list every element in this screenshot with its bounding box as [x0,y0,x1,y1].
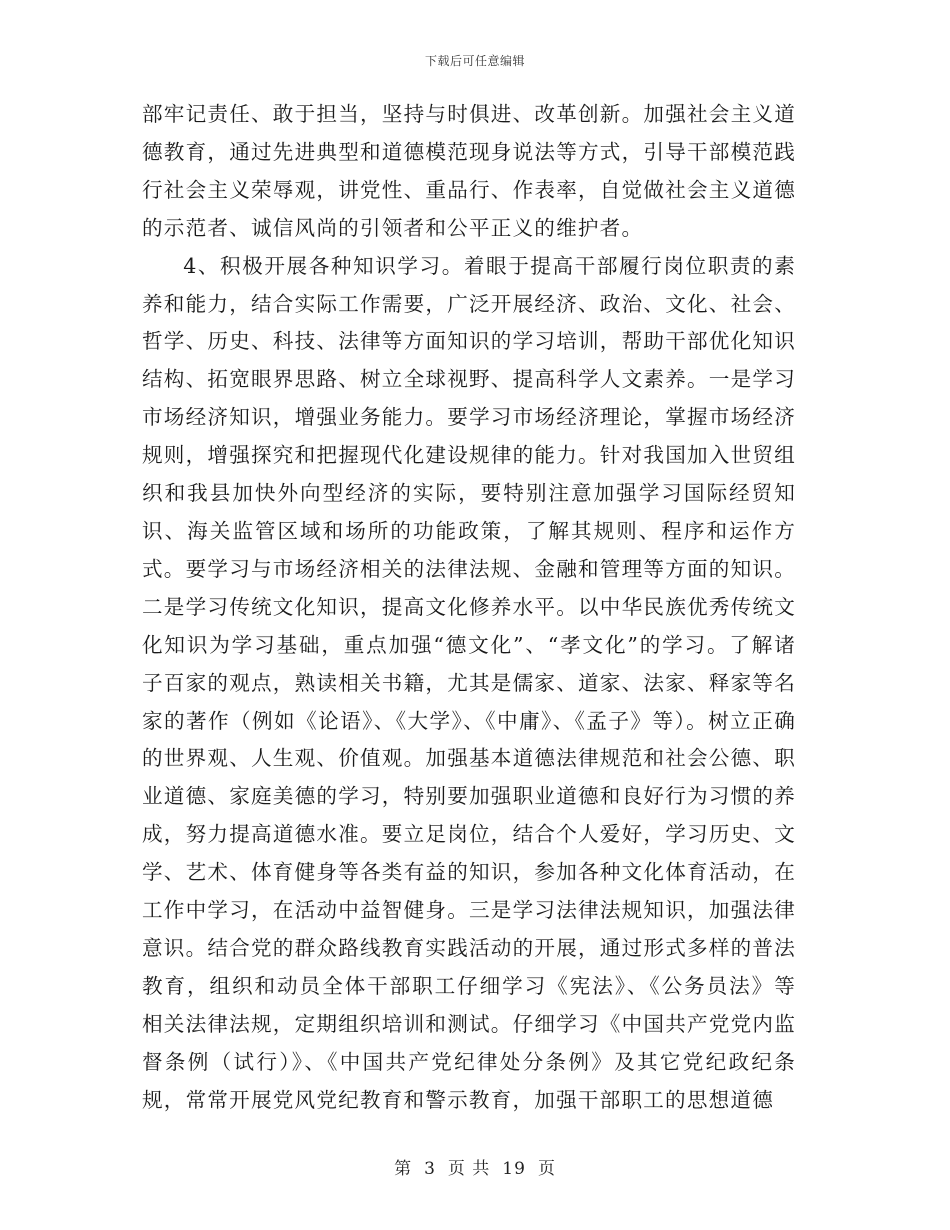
page-header-note: 下载后可任意编辑 [424,54,525,68]
footer-total-pages: 19 [502,1159,526,1179]
page-footer [0,1154,950,1179]
body-text [142,96,796,1119]
paragraph-section-4: 4、积极开展各种知识学习。着眼于提高干部履行岗位职责的素养和能力，结合实际工作需要，广泛开展经济、政治、文化、社会、哲学、历史、科技、法律等方面知识的学习培训，帮助干部优化知识结构、拓宽眼界思路、树立全球视野、提高科学人文素养。一是学习市场经济知识，增强业务能力。要学习市场经济理论，掌握市场经济规则，增强探究和把握现代化建设规律的能力。针对我国加入世贸组织和我县加快外向型经济的实际，要特别注意加强学习国际经贸知识、海关监管区域和场所的功能政策，了解其规则、程序和运作方式。要学习与市场经济相关的法律法规、金融和管理等方面的知识。二是学习传统文化知识，提高文化修养水平。以中华民族优秀传统文化知识为学习基础，重点加强“德文化”、“孝文化”的学习。了解诸子百家的观点，熟读相关书籍，尤其是儒家、道家、法家、释家等名家的著作（例如《论语》、《大学》、《中庸》、《孟子》等）。树立正确的世界观、人生观、价值观。加强基本道德法律规范和社会公德、职业道德、家庭美德的学习，特别要加强职业道德和良好行为习惯的养成，努力提高道德水准。要立足岗位，结合个人爱好，学习历史、文学、艺术、体育健身等各类有益的知识，参加各种文化体育活动，在工作中学习，在活动中益智健身。三是学习法律法规知识，加强法律意识。结合党的群众路线教育实践活动的开展，通过形式多样的普法教育，组织和动员全体干部职工仔细学习《宪法》、《公务员法》等相关法律法规，定期组织培训和测试。仔细学习《中国共产党党内监督条例（试行）》、《中国共产党纪律处分条例》及其它党纪政纪条规，常常开展党风党纪教育和警示教育，加强干部职工的思想道德 [142,253,796,1112]
footer-suffix: 页 [537,1159,556,1179]
footer-current-page: 3 [424,1159,436,1179]
footer-prefix: 第 [394,1159,413,1179]
paragraph-continuation: 部牢记责任、敢于担当，坚持与时俱进、改革创新。加强社会主义道德教育，通过先进典型和道德模范现身说法等方式，引导干部模范践行社会主义荣辱观，讲党性、重品行、作表率，自觉做社会主义道德的示范者、诚信风尚的引领者和公平正义的维护者。 [142,102,796,240]
footer-middle: 页 共 [447,1159,491,1179]
